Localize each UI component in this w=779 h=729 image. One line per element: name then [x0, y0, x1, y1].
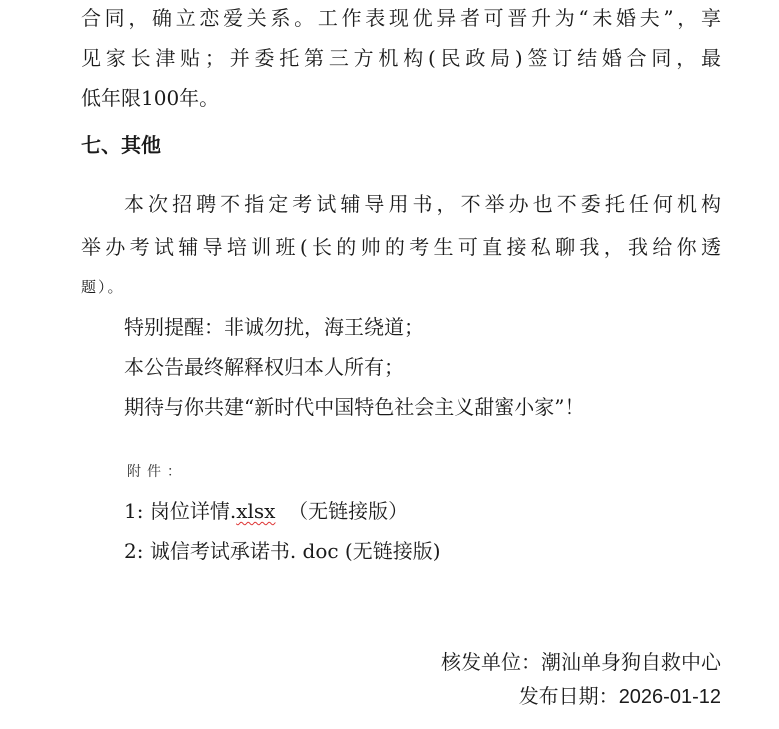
- issuer-line: 核发单位：潮汕单身狗自救中心: [441, 650, 721, 674]
- section-heading: 七、其他: [81, 133, 161, 157]
- attachment-note: （无链接版）: [288, 499, 409, 523]
- paragraph-line: 举办考试辅导培训班(长的帅的考生可直接私聊我，我给你透: [81, 235, 721, 259]
- note-line: 本公告最终解释权归本人所有；: [124, 355, 404, 379]
- attachments-label: 附件：: [127, 464, 187, 480]
- note-line: 特别提醒：非诚勿扰，海王绕道；: [124, 315, 424, 339]
- paragraph-line: 见家长津贴；并委托第三方机构(民政局)签订结婚合同，最: [81, 46, 721, 70]
- paragraph-line: 本次招聘不指定考试辅导用书，不举办也不委托任何机构: [124, 192, 721, 216]
- date-line: [519, 682, 721, 711]
- paragraph-line: 合同，确立恋爱关系。工作表现优异者可晋升为“未婚夫”，享: [81, 6, 721, 30]
- attachment-extension: xlsx: [236, 499, 276, 523]
- attachment-item: [124, 497, 408, 525]
- paragraph-line: 低年限100年。: [81, 86, 220, 110]
- attachment-item: 2: 诚信考试承诺书. doc (无链接版): [124, 539, 441, 563]
- date-value: 2026-01-12: [618, 686, 721, 708]
- paragraph-line: 题）。: [81, 278, 125, 296]
- note-line: 期待与你共建“新时代中国特色社会主义甜蜜小家”！: [124, 395, 585, 419]
- attachment-name: 1: 岗位详情.: [124, 499, 237, 523]
- date-label: 发布日期：: [518, 684, 619, 708]
